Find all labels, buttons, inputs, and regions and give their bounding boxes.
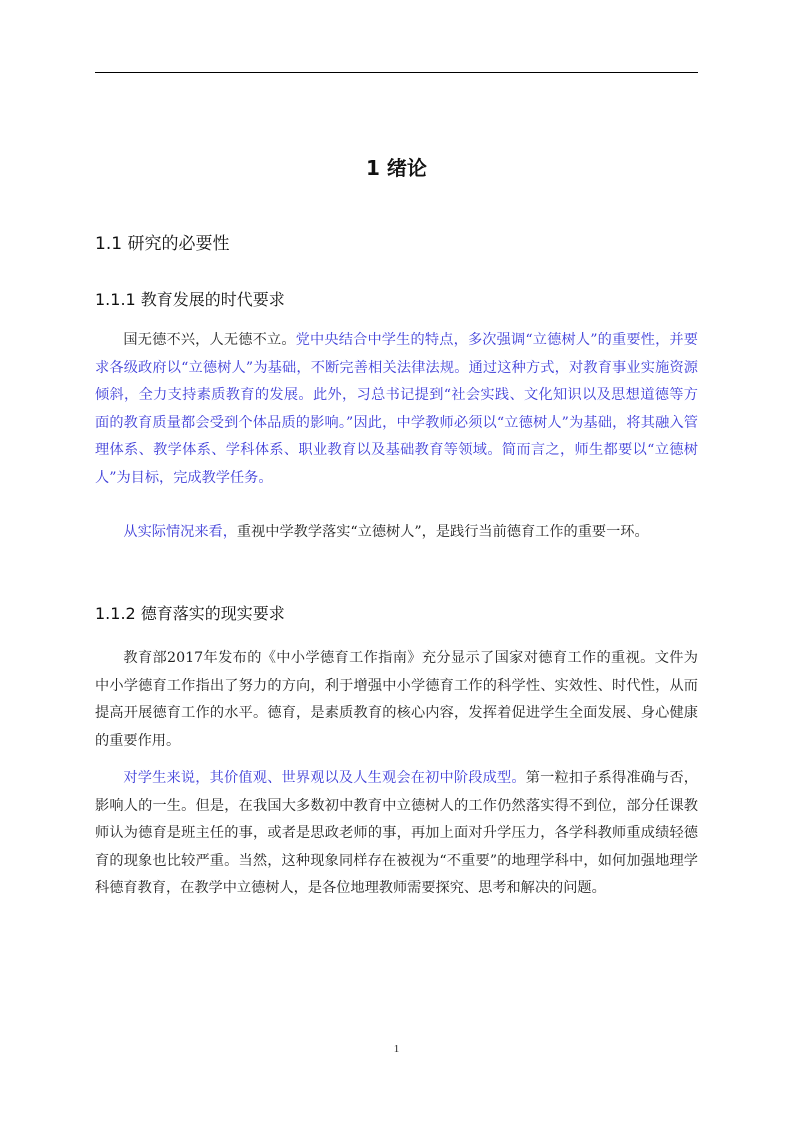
paragraph-4-rest: 第一粒扣子系得准确与否，影响人的一生。但是，在我国大多数初中教育中立德树人的工作仍然落实得不到位，部分任课教师认为德育是班主任的事，或者是思政老师的事，再加上面对升学压力，各学科教师重成绩轻德育的现象也比较严重。当然，这种现象同样存在被视为“不重要”的地理学科中，如何加强地理学科德育教育，在教学中立德树人，是各位地理教师需要探究、思考和解决的问题。 <box>95 770 698 896</box>
section-heading-1-1-1: 1.1.1 教育发展的时代要求 <box>95 290 285 309</box>
page-number: 1 <box>393 1043 400 1055</box>
paragraph-2-rest: 重视中学教学落实“立德树人”，是践行当前德育工作的重要一环。 <box>236 524 649 540</box>
paragraph-2-highlight: 从实际情况来看， <box>123 524 237 540</box>
paragraph-1 <box>95 327 698 492</box>
paragraph-2 <box>95 519 698 547</box>
paragraph-4-highlight: 对学生来说，其价值观、世界观以及人生观会在初中阶段成型。 <box>123 770 526 786</box>
paragraph-4 <box>95 765 698 903</box>
section-heading-1-1: 1.1 研究的必要性 <box>95 234 230 254</box>
section-heading-1-1-2: 1.1.2 德育落实的现实要求 <box>95 604 285 623</box>
paragraph-1-highlight: 党中央结合中学生的特点，多次强调“立德树人”的重要性，并要求各级政府以“立德树人”为基础，不断完善相关法律法规。通过这种方式，对教育事业实施资源倾斜，全力支持素质教育的发展。此外，习总书记提到“社会实践、文化知识以及思想道德等方面的教育质量都会受到个体品质的影响。”因此，中学教师必须以“立德树人”为基础，将其融入管理体系、教学体系、学科体系、职业教育以及基础教育等领域。简而言之，师生都要以“立德树人”为目标，完成教学任务。 <box>95 332 698 486</box>
chapter-title: 1 绪论 <box>366 156 427 180</box>
paragraph-3: 教育部2017年发布的《中小学德育工作指南》充分显示了国家对德育工作的重视。文件为中小学德育工作指出了努力的方向，利于增强中小学德育工作的科学性、实效性、时代性，从而提高开展德育工作的水平。德育，是素质教育的核心内容，发挥着促进学生全面发展、身心健康的重要作用。 <box>95 650 698 749</box>
paragraph-1-lead: 国无德不兴，人无德不立。 <box>123 332 296 348</box>
header-rule <box>95 72 698 73</box>
